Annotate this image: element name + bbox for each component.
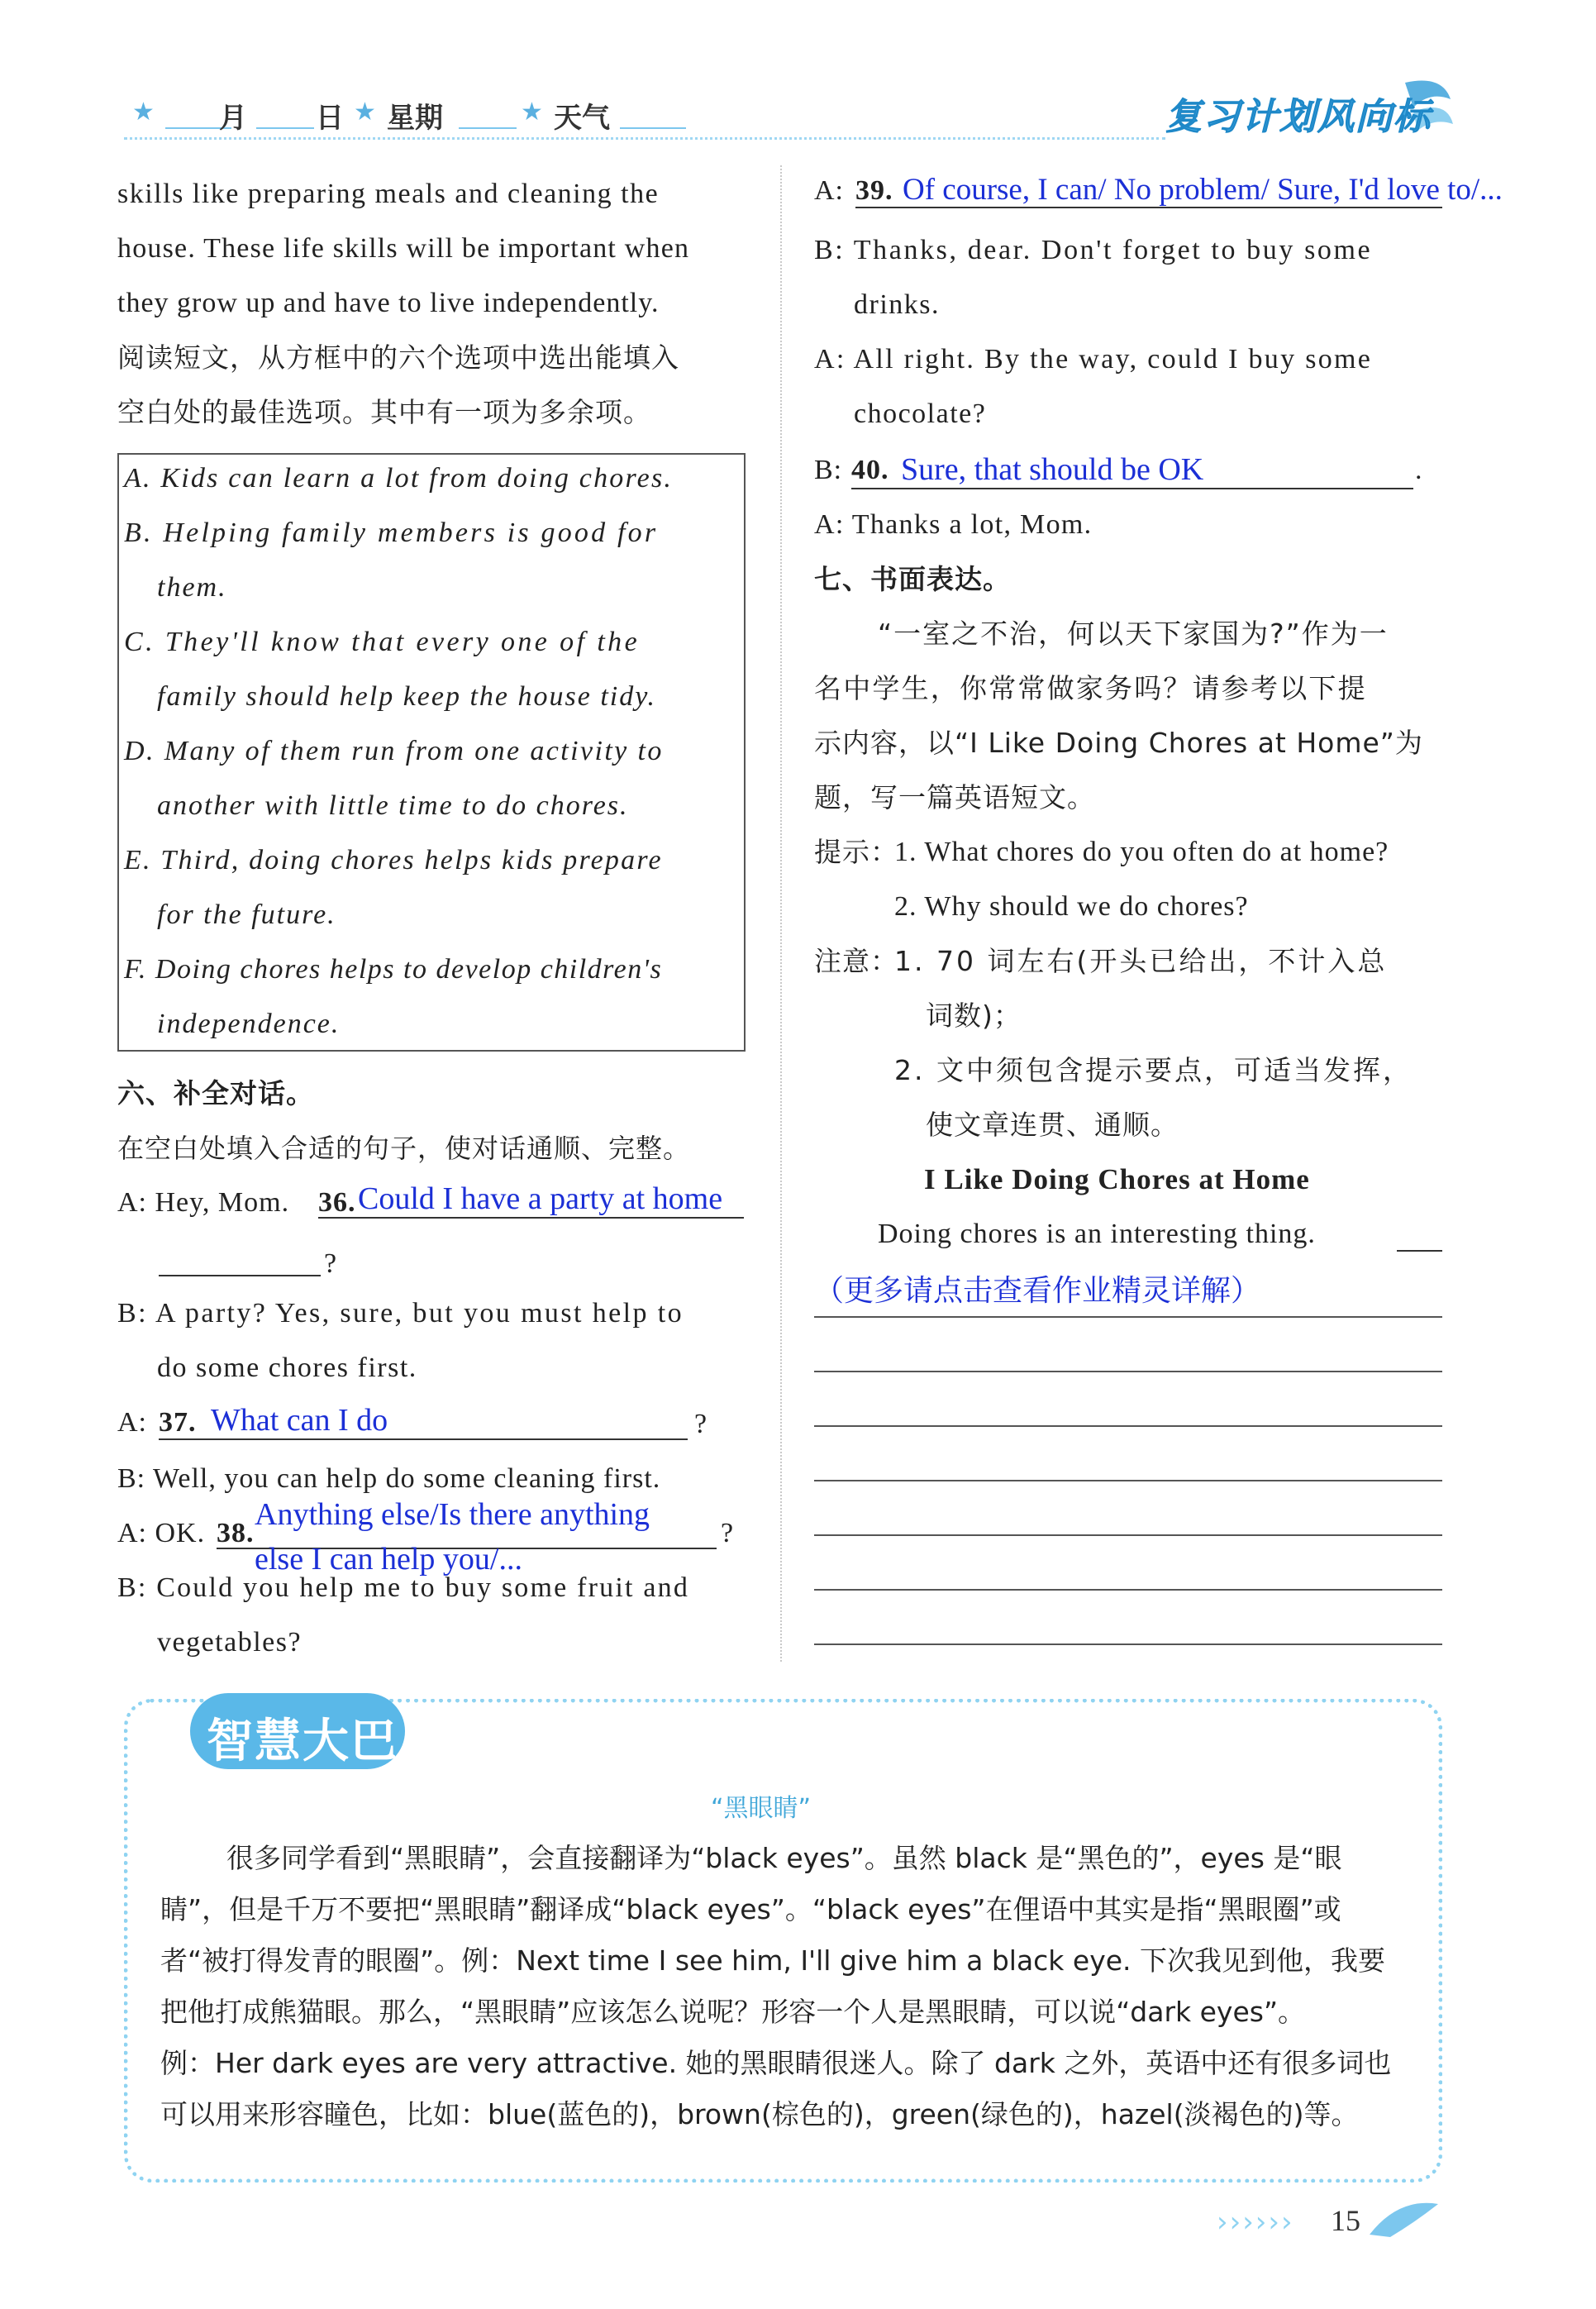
question-mark: ? (694, 1409, 708, 1439)
writing-line[interactable] (814, 1316, 1442, 1318)
wisdom-line: 很多同学看到“黑眼睛”，会直接翻译为“black eyes”。虽然 black 是“黑色的”，eyes 是“眼 (226, 1842, 1342, 1874)
option-b: B. Helping family members is good for (124, 518, 659, 548)
dialog-b-line: do some chores first. (157, 1352, 417, 1383)
dialog-b-40: B: (814, 455, 843, 485)
period: . (1415, 455, 1423, 485)
wisdom-line: 例：Her dark eyes are very attractive. 她的黑眼睛很迷人。除了 dark 之外，英语中还有很多词也 (160, 2047, 1392, 2079)
brand-logo: 复习计划风向标 (1157, 74, 1455, 141)
writing-line[interactable] (814, 1480, 1442, 1481)
answer-38[interactable]: Anything else/Is there anything (255, 1497, 650, 1532)
header-weather: 天气 (554, 102, 610, 135)
instruction-line: 阅读短文，从方框中的六个选项中选出能填入 (117, 341, 679, 374)
essay-title: I Like Doing Chores at Home (924, 1163, 1310, 1195)
writing-line[interactable] (814, 1589, 1442, 1591)
column-divider (780, 165, 782, 1662)
writing-line[interactable] (814, 1425, 1442, 1427)
section7-line: 名中学生，你常常做家务吗？请参考以下提 (814, 672, 1367, 704)
question-number: 36. (318, 1187, 356, 1218)
writing-line[interactable] (814, 1534, 1442, 1536)
note-2: 2. 文中须包含提示要点，可适当发挥， (894, 1054, 1413, 1086)
note-1: 1. 70 词左右(开头已给出，不计入总 (894, 945, 1388, 977)
dialog-a-38: A: OK. (117, 1518, 206, 1548)
wisdom-line: 睛”，但是千万不要把“黑眼睛”翻译成“black eyes”。“black eyes”在俚语中其实是指“黑眼圈”或 (160, 1893, 1341, 1925)
answer-40[interactable]: Sure, that should be OK (901, 452, 1204, 487)
dialog-a-line: chocolate? (854, 398, 987, 429)
dialog-a-line: A: All right. By the way, could I buy some (814, 344, 1373, 374)
answer-37[interactable]: What can I do (211, 1403, 388, 1438)
passage-line: they grow up and have to live independently. (117, 288, 660, 318)
option-c-cont: family should help keep the house tidy. (157, 681, 656, 712)
dialog-b-line: B: Thanks, dear. Don't forget to buy some (814, 235, 1373, 265)
note-label: 注意： (814, 945, 898, 977)
more-details-link[interactable]: （更多请点击查看作业精灵详解） (814, 1274, 1261, 1308)
section6-title: 六、补全对话。 (117, 1077, 314, 1109)
answer-36[interactable]: Could I have a party at home (358, 1181, 723, 1216)
star-icon: ★ (132, 98, 155, 126)
section6-instruction: 在空白处填入合适的句子，使对话通顺、完整。 (117, 1133, 691, 1164)
question-number: 38. (217, 1518, 255, 1548)
dialog-b-line: drinks. (854, 289, 940, 320)
answer-38-cont[interactable]: else I can help you/... (255, 1542, 522, 1577)
star-icon: ★ (354, 98, 376, 126)
question-number: 37. (159, 1407, 197, 1438)
hint-label: 提示： (814, 836, 898, 868)
passage-line: skills like preparing meals and cleaning the (117, 179, 660, 209)
option-e-cont: for the future. (157, 899, 336, 930)
hint-2: 2. Why should we do chores? (894, 891, 1249, 922)
wisdom-banner: 智慧大巴 (190, 1693, 405, 1769)
answer-39[interactable]: Of course, I can/ No problem/ Sure, I'd love to/... (903, 173, 1503, 207)
header-day: 日 (316, 102, 344, 135)
section7-title: 七、书面表达。 (814, 563, 1011, 595)
hint-1: 1. What chores do you often do at home? (894, 837, 1389, 867)
option-c: C. They'll know that every one of the (124, 627, 641, 657)
option-d-cont: another with little time to do chores. (157, 790, 629, 821)
passage-line: house. These life skills will be important when (117, 233, 690, 264)
page-corner-decoration (1365, 2197, 1440, 2239)
wisdom-title: “黑眼睛” (711, 1794, 812, 1823)
dialog-a-line: A: Thanks a lot, Mom. (814, 509, 1093, 540)
dialog-b-line: B: Well, you can help do some cleaning first. (117, 1463, 661, 1494)
wisdom-line: 者“被打得发青的眼圈”。例：Next time I see him, I'll give him a black eye. 下次我见到他，我要 (160, 1944, 1386, 1977)
option-b-cont: them. (157, 572, 227, 603)
option-a: A. Kids can learn a lot from doing chores. (124, 463, 674, 494)
section7-line: “一室之不治，何以天下家国为?”作为一 (878, 618, 1389, 650)
question-number: 39. (855, 175, 893, 206)
option-f-cont: independence. (157, 1009, 341, 1039)
question-mark: ? (324, 1248, 338, 1279)
question-mark: ? (721, 1518, 735, 1548)
dialog-b-line: vegetables? (157, 1627, 303, 1658)
option-e: E. Third, doing chores helps kids prepare (124, 845, 663, 875)
option-f: F. Doing chores helps to develop children's (124, 954, 663, 985)
footer-arrows: ›››››› (1217, 2206, 1294, 2239)
essay-start: Doing chores is an interesting thing. (878, 1219, 1316, 1249)
header-month: 月 (219, 102, 247, 135)
wisdom-line: 把他打成熊猫眼。那么，“黑眼睛”应该怎么说呢？形容一个人是黑眼睛，可以说“dark eyes”。 (160, 1996, 1306, 2028)
dialog-b-line: B: Could you help me to buy some fruit and (117, 1572, 690, 1603)
star-icon: ★ (521, 98, 543, 126)
section7-line: 题，写一篇英语短文。 (814, 781, 1095, 813)
page-number: 15 (1331, 2204, 1360, 2237)
dialog-b-line: B: A party? Yes, sure, but you must help to (117, 1298, 684, 1329)
option-d: D. Many of them run from one activity to (124, 736, 664, 766)
writing-line[interactable] (814, 1371, 1442, 1372)
dialog-a-39: A: (814, 175, 844, 206)
writing-line[interactable] (814, 1643, 1442, 1645)
dialog-a-36: A: Hey, Mom. (117, 1187, 290, 1218)
header-weekday: 星期 (387, 102, 443, 135)
instruction-line: 空白处的最佳选项。其中有一项为多余项。 (117, 396, 651, 428)
note-1-cont: 词数)； (926, 999, 1022, 1032)
wisdom-line: 可以用来形容瞳色，比如：blue(蓝色的)，brown(棕色的)，green(绿色的)，hazel(淡褐色的)等。 (160, 2098, 1359, 2130)
question-number: 40. (851, 455, 889, 485)
section7-line: 示内容，以“I Like Doing Chores at Home”为 (814, 727, 1423, 759)
note-2-cont: 使文章连贯、通顺。 (926, 1109, 1179, 1141)
dialog-a-37: A: (117, 1407, 147, 1438)
header-bar (124, 91, 1446, 141)
